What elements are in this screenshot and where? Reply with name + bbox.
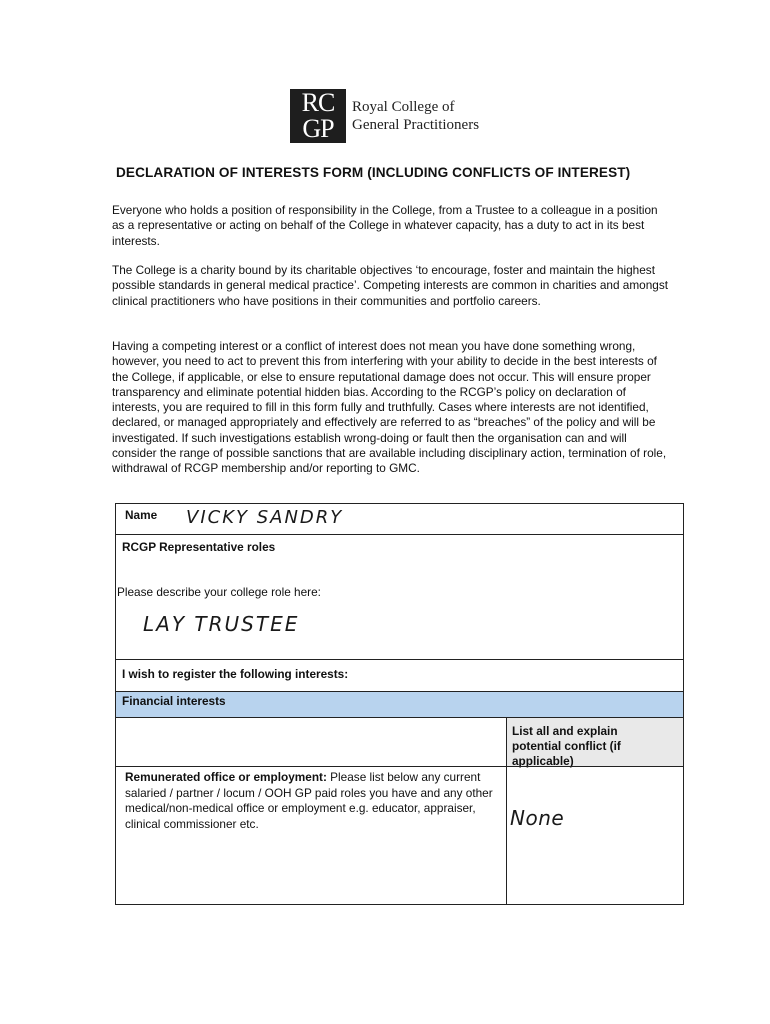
name-field-handwritten[interactable]: VICKY SANDRY (186, 507, 344, 528)
remunerated-office-answer[interactable]: None (510, 806, 565, 830)
role-field-handwritten[interactable]: LAY TRUSTEE (143, 612, 300, 636)
row-divider (116, 659, 683, 660)
logo-name-line2: General Practitioners (352, 117, 480, 133)
remunerated-office-text: Please list below any current salaried / partner / locum / OOH GP paid roles you have and any other medical/non-medical office or employment e.g. educator, appraiser, clinical commissioner etc. (125, 770, 493, 831)
remunerated-office-description (125, 770, 495, 832)
logo-mark-line2: GP (302, 114, 334, 143)
intro-paragraph-2: The College is a charity bound by its charitable objectives ‘to encourage, foster and maintain the highest possible standards in general medical practice’. Competing interests are common in charities and amongst clinical practitioners who have positions in their communities and portfolio careers. (112, 263, 669, 308)
logo-mark (290, 89, 346, 143)
name-label: Name (125, 508, 158, 522)
role-prompt: Please describe your college role here: (117, 585, 321, 599)
list-header-label: List all and explain potential conflict (if applicable) (512, 724, 621, 768)
logo-name (352, 98, 479, 134)
intro-paragraph-3: Having a competing interest or a conflict of interest does not mean you have done something wrong, however, you need to act to prevent this from interfering with your ability to decide in the best interests of the College, if applicable, or else to ensure reputational damage does not occur. This will ensure proper transparency and eliminate potential hidden bias. According to the RCGP’s policy on declaration of interests, you are required to fill in this form fully and truthfully. Cases where interests are not identified, declared, or managed appropriately and effectively are referred to as “breaches” of the policy and will be investigated. If such investigations establish wrong-doing or fault then the organisation can and will consider the range of possible sanctions that are available including disciplinary action, termination of role, withdrawal of RCGP membership and/or reporting to GMC. (112, 339, 667, 476)
column-divider (506, 718, 507, 904)
remunerated-office-label: Remunerated office or employment: (125, 770, 327, 784)
logo-name-line1: Royal College of (352, 99, 455, 115)
form-title: DECLARATION OF INTERESTS FORM (INCLUDING CONFLICTS OF INTEREST) (116, 165, 631, 180)
row-divider (116, 691, 683, 692)
rcgp-logo (290, 89, 479, 143)
logo-mark-line1: RC (301, 88, 335, 117)
row-divider (116, 766, 683, 767)
row-divider (116, 534, 683, 535)
intro-paragraph-1: Everyone who holds a position of responsibility in the College, from a Trustee to a colleague in a position as a representative or acting on behalf of the College in whatever capacity, has a duty to act in its best interests. (112, 203, 658, 248)
declaration-form-table (115, 503, 684, 905)
roles-label: RCGP Representative roles (122, 540, 276, 554)
register-label: I wish to register the following interests: (122, 667, 349, 681)
financial-interests-label: Financial interests (122, 694, 226, 708)
